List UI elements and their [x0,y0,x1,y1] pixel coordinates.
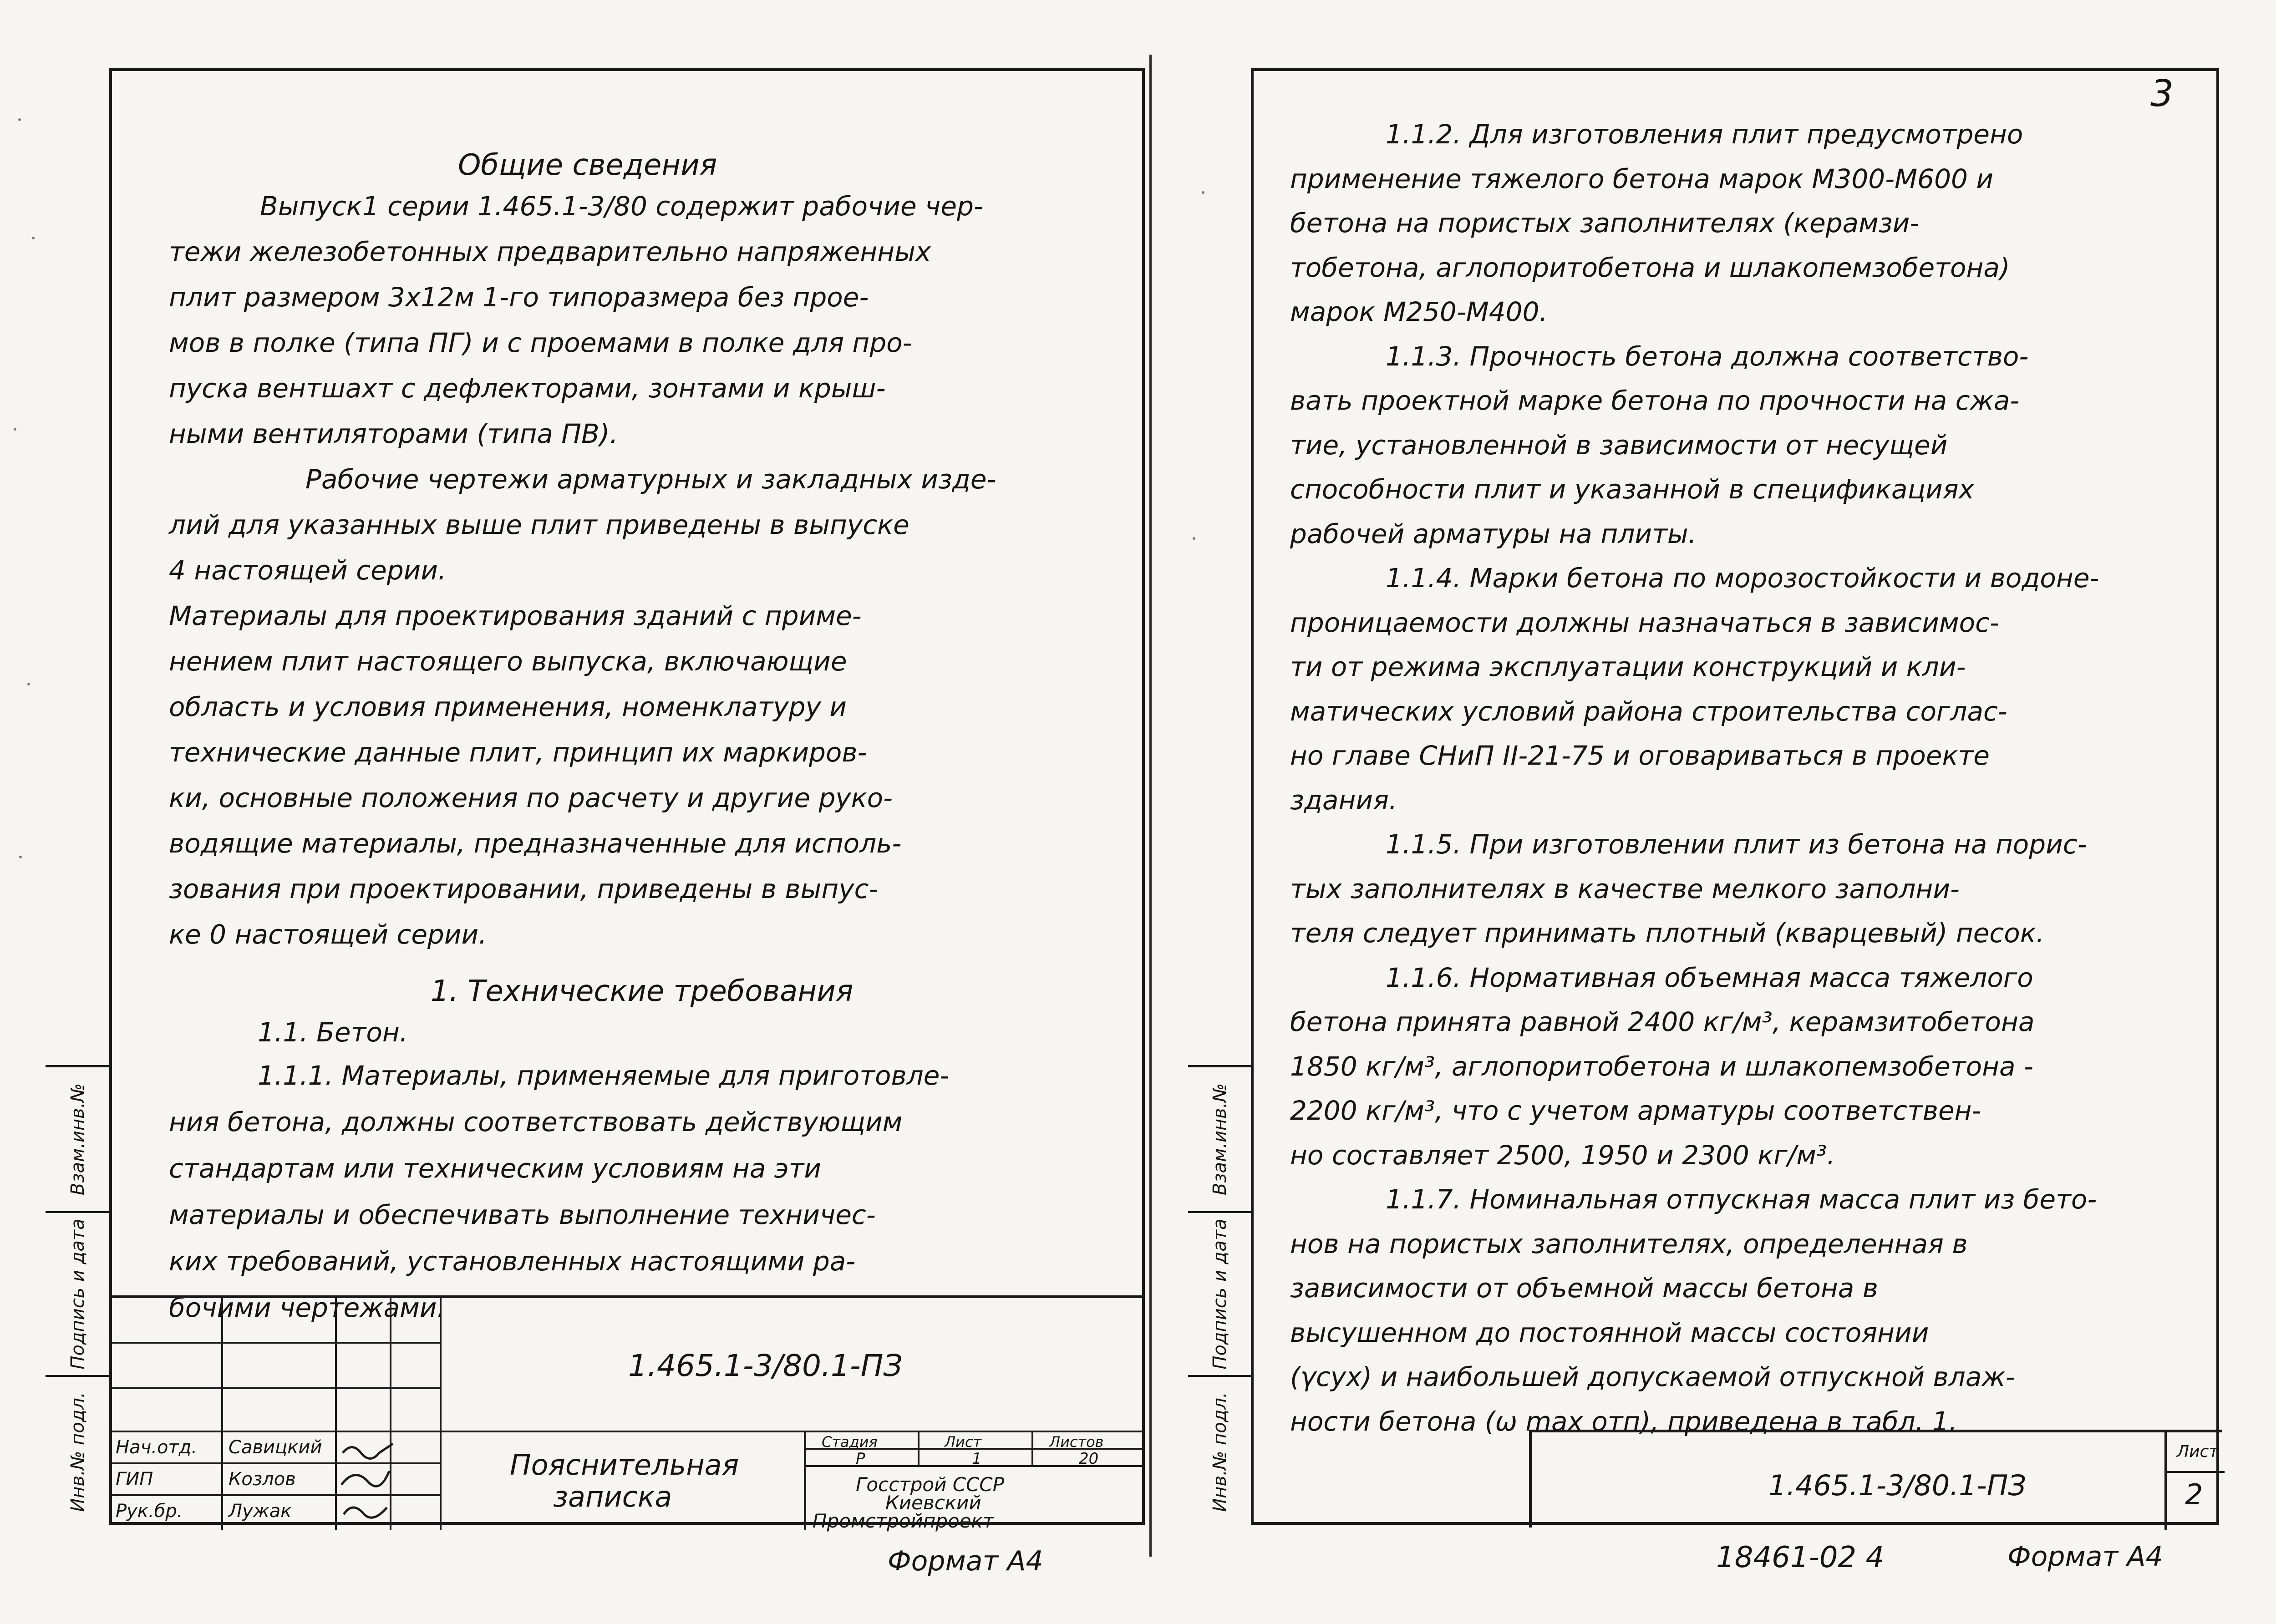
text-line: мов в полке (типа ПГ) и с проемами в полке для про- [169,327,912,358]
sheet-label: Лист [945,1433,982,1451]
page-number: 3 [2150,72,2174,115]
text-line: технические данные плит, принцип их маркиров- [169,737,867,768]
text-line: теля следует принимать плотный (кварцевый) песок. [1290,918,2045,949]
text-line: 1850 кг/м³, аглопоритобетона и шлакопемзобетона - [1290,1051,2033,1082]
text-line: проницаемости должны назначаться в зависимос- [1290,607,1999,638]
text-line: тежи железобетонных предварительно напряженных [169,236,931,267]
text-line: нением плит настоящего выпуска, включающие [169,646,847,677]
right-sheet-label: Лист [2177,1442,2219,1461]
stage-value: Р [856,1450,865,1468]
scan-speck [19,856,22,858]
text-line: область и условия применения, номенклатуру и [169,691,847,722]
scan-speck [27,683,30,685]
text-line: ния бетона, должны соответствовать действующим [169,1106,903,1137]
text-line: ти от режима эксплуатации конструкций и кли- [1290,651,1966,682]
text-line: (γсух) и наибольшей допускаемой отпускной влаж- [1290,1361,2015,1392]
right-title-block [1529,1430,2222,1528]
text-line: здания. [1290,784,1397,816]
doc-title-2: записка [553,1480,672,1513]
text-line: ких требований, установленных настоящими ра- [169,1246,856,1277]
name-head: Савицкий [229,1437,322,1458]
text-line: тых заполнителях в качестве мелкого заполни- [1290,873,1960,904]
archive-number: 18461-02 4 [1716,1541,1885,1574]
sheets-label: Листов [1049,1433,1104,1451]
stamp-inv-orig: Инв.№ подл. [67,1392,88,1512]
text-line: бетона на пористых заполнителях (керамзи- [1290,208,1920,239]
text-line: 1.1.2. Для изготовления плит предусмотрено [1386,119,2023,150]
text-line: применение тяжелого бетона марок М300-М600 и [1290,163,1994,194]
text-line: водящие материалы, предназначенные для исполь- [169,828,902,859]
title-block [109,1292,1145,1532]
stamp-inv-orig-right: Инв.№ подл. [1209,1392,1230,1512]
text-line: тобетона, аглопоритобетона и шлакопемзобетона) [1290,252,2010,283]
doc-title-1: Пояснительная [510,1448,739,1482]
text-line: вать проектной марке бетона по прочности на сжа- [1290,385,2020,416]
text-line: Выпуск1 серии 1.465.1-3/80 содержит рабочие чер- [260,191,983,222]
page-title: Общие сведения [458,148,717,182]
format-left: Формат А4 [888,1545,1043,1577]
format-right: Формат А4 [2007,1541,2163,1573]
text-line: бетона принята равной 2400 кг/м³, керамзитобетона [1290,1006,2035,1037]
role-group: Рук.бр. [116,1501,183,1522]
name-group: Лужак [229,1501,292,1522]
text-line: лий для указанных выше плит приведены в выпуске [169,509,909,540]
right-sheet-number: 2 [2185,1478,2203,1511]
stamp-sign-date-right: Подпись и дата [1209,1218,1230,1370]
text-line: но составляет 2500, 1950 и 2300 кг/м³. [1290,1139,1835,1171]
text-line: Рабочие чертежи арматурных и закладных изде- [305,464,996,495]
text-line: пуска вентшахт с дефлекторами, зонтами и крыш- [169,373,886,404]
text-line: 1.1.5. При изготовлении плит из бетона на порис- [1386,829,2087,860]
text-line: 1.1.6. Нормативная объемная масса тяжелого [1386,962,2033,993]
stamp-sign-date: Подпись и дата [67,1218,88,1370]
text-line: 4 настоящей серии. [169,555,447,586]
side-stamp-right [1188,1065,1254,1525]
role-gip: ГИП [116,1469,153,1490]
role-head: Нач.отд. [116,1437,198,1458]
text-line: ными вентиляторами (типа ПВ). [169,418,618,449]
text-line: Материалы для проектирования зданий с приме- [169,600,862,631]
stamp-replace-inv-right: Взам.инв.№ [1209,1083,1230,1196]
text-line: 2200 кг/м³, что с учетом арматуры соответствен- [1290,1095,1981,1126]
text-line: 1.1.3. Прочность бетона должна соответство- [1386,340,2029,372]
stamp-replace-inv: Взам.инв.№ [67,1083,88,1196]
text-line: марок М250-М400. [1290,296,1548,327]
doc-code: 1.465.1-3/80.1-ПЗ [628,1348,903,1383]
text-line: зависимости от объемной массы бетона в [1290,1273,1878,1304]
text-line: материалы и обеспечивать выполнение техничес- [169,1199,876,1230]
text-line: плит размером 3х12м 1-го типоразмера без прое- [169,282,869,313]
scan-speck [18,118,21,121]
text-line: но главе СНиП II-21-75 и оговариваться в проекте [1290,740,1990,771]
section-title: 1. Технические требования [431,974,854,1008]
text-line: 1.1.7. Номинальная отпускная масса плит из бето- [1386,1184,2097,1215]
text-line: рабочей арматуры на плиты. [1290,518,1697,549]
stage-label: Стадия [822,1433,878,1451]
scan-speck [14,428,16,431]
text-line: высушенном до постоянной массы состоянии [1290,1317,1929,1348]
text-line: нов на пористых заполнителях, определенная в [1290,1228,1968,1259]
text-line: 1.1.1. Материалы, применяемые для приготовле- [258,1060,950,1091]
signatures [339,1435,439,1528]
side-stamp-left [46,1065,112,1525]
scan-speck [1202,191,1204,194]
text-line: тие, установленной в зависимости от несущей [1290,429,1948,461]
scan-speck [1193,537,1195,540]
right-page [1251,68,2219,1525]
scan-speck [32,237,35,239]
right-doc-code: 1.465.1-3/80.1-ПЗ [1768,1469,2027,1502]
text-line: ки, основные положения по расчету и другие руко- [169,782,893,813]
text-line: стандартам или техническим условиям на эти [169,1153,822,1184]
sheets-value: 20 [1079,1450,1099,1468]
sheet-value: 1 [972,1450,982,1468]
binding-line [1149,55,1152,1557]
org-line-3: Промстройпроект [813,1510,994,1532]
subsection-title: 1.1. Бетон. [258,1017,408,1048]
name-gip: Козлов [229,1469,296,1490]
left-page [109,68,1145,1532]
text-line: зования при проектировании, приведены в выпус- [169,873,879,904]
text-line: способности плит и указанной в спецификациях [1290,474,1974,505]
text-line: бочими чертежами. [169,1292,446,1323]
text-line: матических условий района строительства соглас- [1290,695,2007,727]
org-line-2: Киевский [885,1492,981,1514]
org-line-1: Госстрой СССР [856,1473,1005,1496]
text-line: ке 0 настоящей серии. [169,919,487,950]
text-line: 1.1.4. Марки бетона по морозостойкости и водоне- [1386,563,2099,594]
text-line: ности бетона (ω max отп), приведена в табл. 1. [1290,1406,1957,1437]
